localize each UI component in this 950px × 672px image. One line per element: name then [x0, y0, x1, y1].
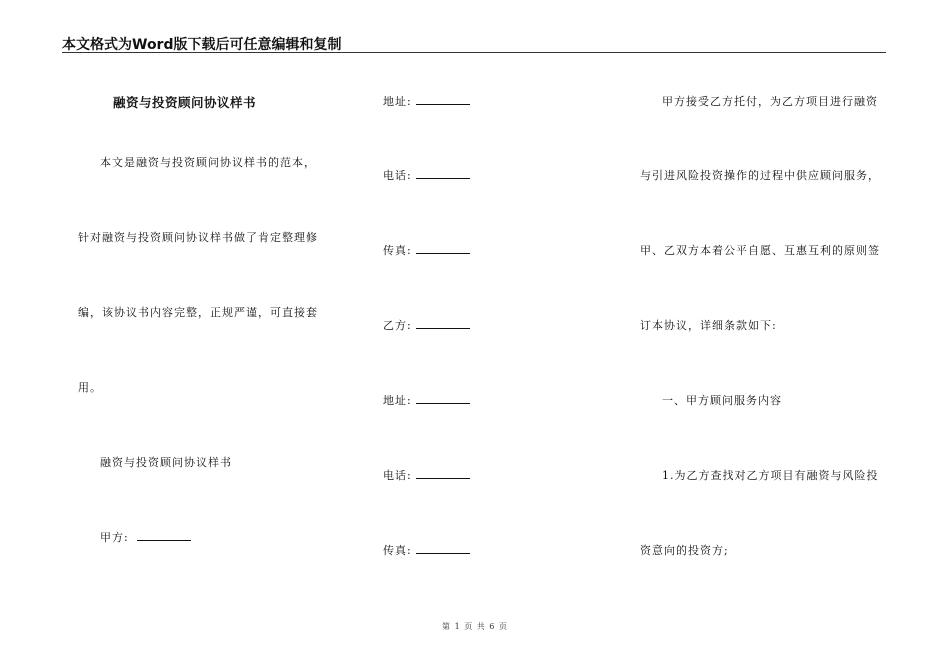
header-divider [62, 52, 886, 53]
field-label: 电话: [383, 469, 412, 482]
section-heading: 一、甲方顾问服务内容 [662, 394, 782, 407]
field-label: 电话: [383, 169, 412, 182]
field-blank [416, 94, 470, 105]
party-a-blank [137, 530, 191, 541]
field-label: 乙方: [383, 319, 412, 332]
body-line-1: 甲方接受乙方托付，为乙方项目进行融资 [662, 95, 878, 108]
intro-line-2: 针对融资与投资顾问协议样书做了肯定整理修 [78, 231, 318, 244]
field-phone-1 [383, 167, 470, 183]
body-line-2: 与引进风险投资操作的过程中供应顾问服务， [640, 169, 880, 182]
body-line-4: 订本协议，详细条款如下: [640, 319, 777, 332]
intro-line-4: 用。 [78, 381, 102, 394]
intro-line-3: 编，该协议书内容完整，正规严谨，可直接套 [78, 306, 318, 319]
body-line-7: 资意向的投资方; [640, 544, 729, 557]
document-heading: 融资与投资顾问协议样书 [113, 95, 257, 110]
body-line-3: 甲、乙双方本着公平自愿、互惠互利的原则签 [640, 244, 880, 257]
field-blank [416, 543, 470, 554]
field-fax-1 [383, 242, 470, 258]
intro-line-1: 本文是融资与投资顾问协议样书的范本， [100, 156, 316, 169]
field-blank [416, 393, 470, 404]
field-label: 地址: [383, 95, 412, 108]
body-line-6: 1.为乙方查找对乙方项目有融资与风险投 [662, 469, 879, 482]
field-party-b [383, 317, 470, 333]
field-blank [416, 318, 470, 329]
field-label: 传真: [383, 544, 412, 557]
field-blank [416, 243, 470, 254]
field-address-1 [383, 93, 470, 109]
field-fax-2 [383, 542, 470, 558]
field-blank [416, 168, 470, 179]
field-blank [416, 468, 470, 479]
page-header: 本文格式为Word版下载后可任意编辑和复制 [62, 37, 342, 53]
field-label: 传真: [383, 244, 412, 257]
field-phone-2 [383, 467, 470, 483]
party-a-label: 甲方: [100, 531, 129, 544]
party-a-field [100, 529, 191, 545]
field-label: 地址: [383, 394, 412, 407]
field-address-2 [383, 392, 470, 408]
page-footer: 第 1 页 共 6 页 [442, 622, 508, 631]
agreement-title: 融资与投资顾问协议样书 [100, 456, 232, 469]
